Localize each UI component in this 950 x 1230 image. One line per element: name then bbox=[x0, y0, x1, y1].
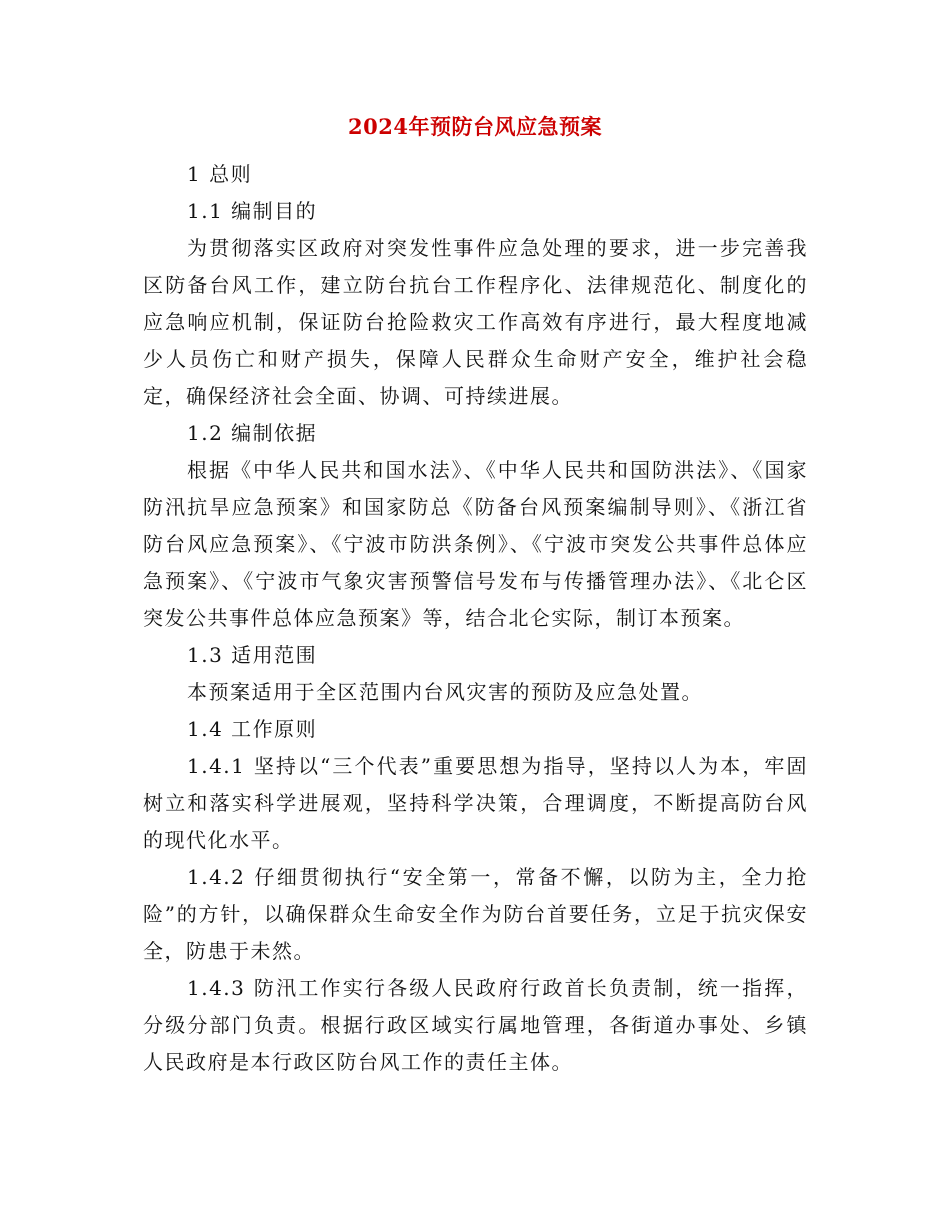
paragraph-scope: 本预案适用于全区范围内台风灾害的预防及应急处置。 bbox=[187, 680, 703, 704]
paragraph-principle-1: 1.4.1 坚持以“三个代表”重要思想为指导，坚持以人为本，牢固树立和落实科学进展观，坚持科学决策，合理调度，不断提高防台风的现代化水平。 bbox=[143, 754, 808, 852]
section-heading-general: 1 总则 bbox=[187, 162, 253, 186]
section-heading-scope: 1.3 适用范围 bbox=[187, 643, 318, 667]
section-heading-principles: 1.4 工作原则 bbox=[187, 717, 318, 741]
section-heading-basis: 1.2 编制依据 bbox=[187, 421, 318, 445]
paragraph-principle-2: 1.4.2 仔细贯彻执行“安全第一，常备不懈，以防为主，全力抢险”的方针，以确保群众生命安全作为防台首要任务，立足于抗灾保安全，防患于未然。 bbox=[143, 865, 808, 963]
document-body bbox=[143, 156, 808, 1081]
paragraph-principle-3: 1.4.3 防汛工作实行各级人民政府行政首长负责制，统一指挥，分级分部门负责。根据行政区域实行属地管理，各街道办事处、乡镇人民政府是本行政区防台风工作的责任主体。 bbox=[143, 976, 808, 1074]
paragraph-basis: 根据《中华人民共和国水法》、《中华人民共和国防洪法》、《国家防汛抗旱应急预案》和国家防总《防备台风预案编制导则》、《浙江省防台风应急预案》、《宁波市防洪条例》、《宁波市突发公共事件总体应急预案》、《宁波市气象灾害预警信号发布与传播管理办法》、《北仑区突发公共事件总体应急预案》等，结合北仑实际，制订本预案。 bbox=[143, 458, 808, 630]
section-heading-purpose: 1.1 编制目的 bbox=[187, 199, 318, 223]
paragraph-purpose: 为贯彻落实区政府对突发性事件应急处理的要求，进一步完善我区防备台风工作，建立防台抗台工作程序化、法律规范化、制度化的应急响应机制，保证防台抢险救灾工作高效有序进行，最大程度地减少人员伤亡和财产损失，保障人民群众生命财产安全，维护社会稳定，确保经济社会全面、协调、可持续进展。 bbox=[143, 236, 808, 408]
document-title: 2024年预防台风应急预案 bbox=[348, 114, 602, 139]
